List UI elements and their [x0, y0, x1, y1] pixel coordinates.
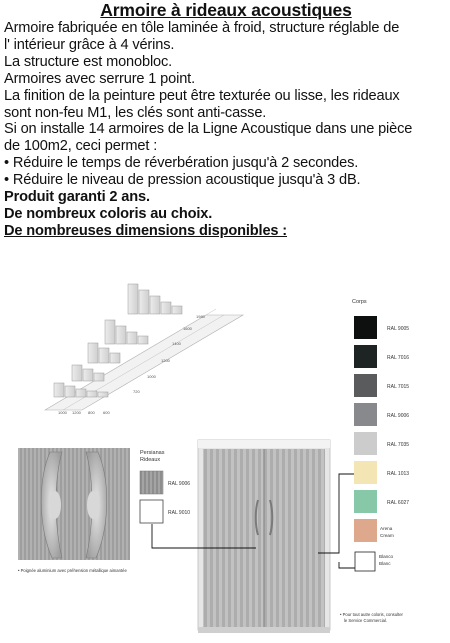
swatch-label: RAL 7015: [387, 384, 410, 390]
corps-title: Corps: [352, 299, 367, 305]
rideaux-title: Rideaux: [140, 457, 161, 463]
swatch-label: Arena: [380, 526, 393, 531]
paragraph-line: sont non-feu M1, les clés sont anti-casse.: [4, 104, 267, 121]
page-title: Armoire à rideaux acoustiques: [100, 0, 352, 20]
dimensions-grid-illustration: [45, 284, 243, 415]
swatch-label: Cream: [380, 533, 394, 538]
other-colors-note: le Service Commercial.: [344, 618, 388, 623]
other-colors-note: • Pour tout autre coloris, consulter: [340, 612, 403, 617]
height-label: 1980: [196, 314, 205, 319]
height-label: 1400: [172, 341, 181, 346]
swatch-label: RAL 9005: [387, 326, 410, 332]
swatch-label: RAL 9006: [168, 481, 191, 487]
paragraph-line: La structure est monobloc.: [4, 53, 173, 70]
rideaux-title: Persianas: [140, 450, 165, 456]
swatch-corps-ral-7035: [354, 432, 377, 455]
cabinet-photo: [198, 440, 330, 633]
handle-closeup-photo: [18, 448, 130, 560]
handle-note: • Poignée aluminium avec préhension métallique aimantée: [18, 568, 127, 573]
width-label: 1000: [58, 410, 67, 415]
swatch-label: Blanc: [379, 561, 391, 566]
width-label: 800: [88, 410, 95, 415]
swatch-corps-ral-7016: [354, 345, 377, 368]
swatch-corps-ral-9006: [354, 403, 377, 426]
corps-palette: [352, 299, 409, 566]
rideaux-palette: [140, 450, 190, 523]
bullet-reverberation: • Réduire le temps de réverbération jusqu'à 2 secondes.: [4, 155, 359, 172]
width-label: 1200: [72, 410, 81, 415]
colors-line: De nombreux coloris au choix.: [4, 205, 213, 222]
height-label: 1600: [183, 326, 192, 331]
paragraph-line: Armoires avec serrure 1 point.: [4, 70, 195, 87]
leader-target-box: [355, 552, 375, 571]
swatch-corps-ral-6027: [354, 490, 377, 513]
paragraph-line: l' intérieur grâce à 4 vérins.: [4, 36, 175, 53]
swatch-label: RAL 7035: [387, 442, 410, 448]
swatch-label: RAL 1013: [387, 471, 410, 477]
guarantee-line: Produit garanti 2 ans.: [4, 189, 150, 206]
paragraph-line: Si on installe 14 armoires de la Ligne Acoustique dans une pièce: [4, 121, 413, 138]
dimensions-heading: De nombreuses dimensions disponibles :: [4, 222, 287, 239]
swatch-label: Blanco: [379, 554, 394, 559]
swatch-corps-ral-9005: [354, 316, 377, 339]
bullet-acoustic-pressure: • Réduire le niveau de pression acoustique jusqu'à 3 dB.: [4, 172, 361, 189]
swatch-label: RAL 9010: [168, 510, 191, 516]
width-label: 600: [103, 410, 110, 415]
height-label: 720: [133, 389, 140, 394]
swatch-corps-arena-cream: [354, 519, 377, 542]
paragraph-line: La finition de la peinture peut être texturée ou lisse, les rideaux: [4, 87, 400, 104]
swatch-corps-ral-7015: [354, 374, 377, 397]
swatch-rideau-ral-9006: [140, 471, 163, 494]
swatch-label: RAL 6027: [387, 500, 410, 506]
height-label: 1000: [147, 374, 156, 379]
height-label: 1200: [161, 358, 170, 363]
paragraph-line: Armoire fabriquée en tôle laminée à froid, structure réglable de: [4, 20, 400, 36]
swatch-label: RAL 7016: [387, 355, 410, 361]
paragraph-line: de 100m2, ceci permet :: [4, 138, 158, 155]
swatch-corps-ral-1013: [354, 461, 377, 484]
swatch-label: RAL 9006: [387, 413, 410, 419]
swatch-rideau-ral-9010: [140, 500, 163, 523]
